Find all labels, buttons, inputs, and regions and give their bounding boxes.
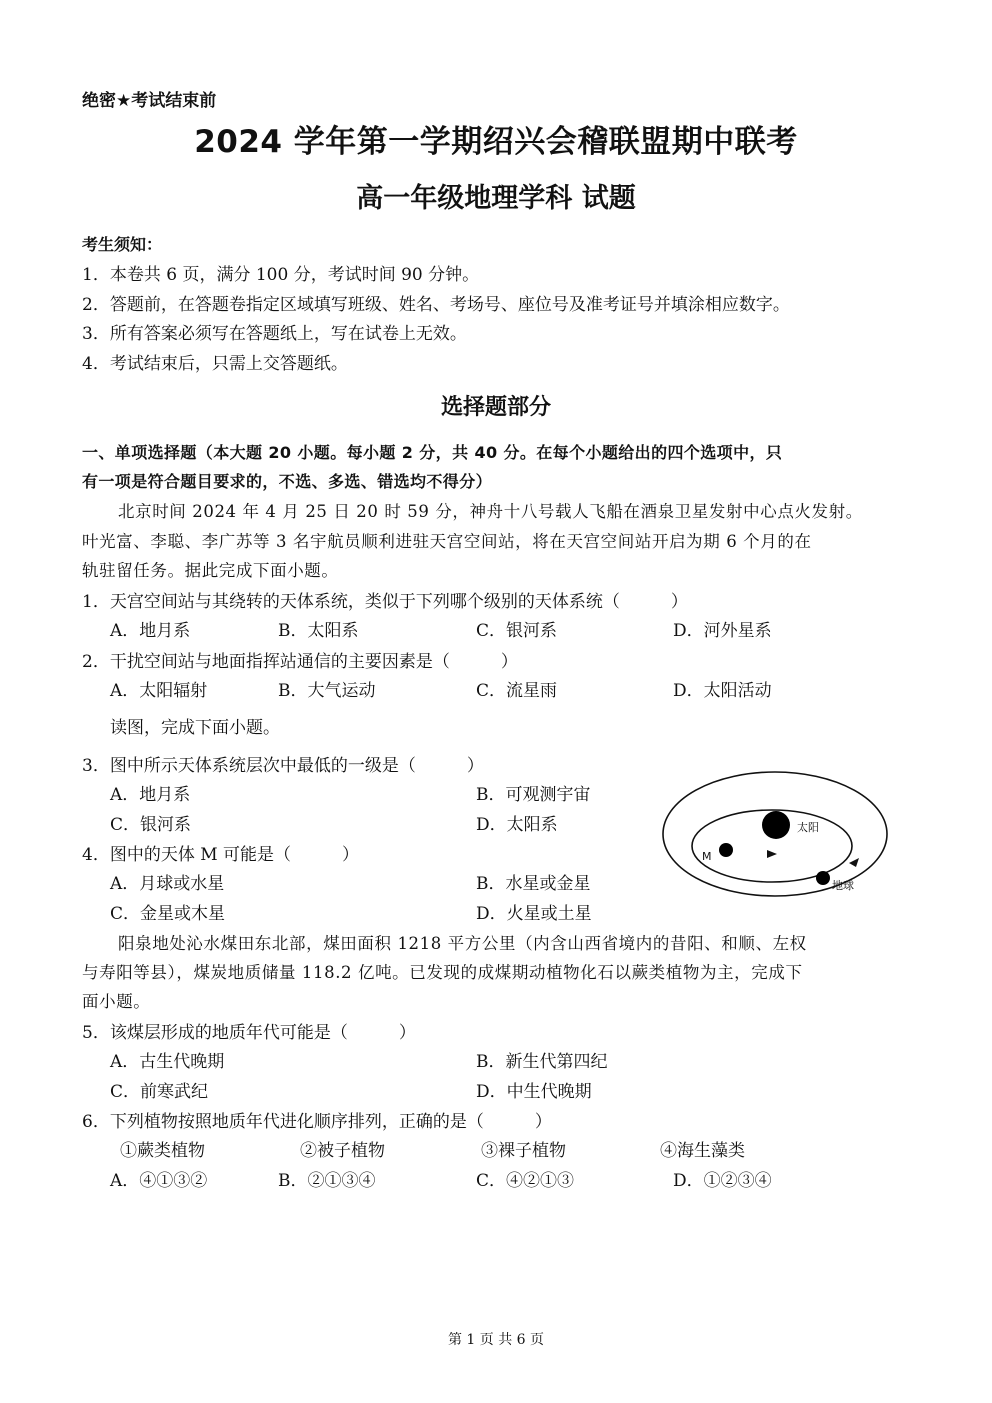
question-2-stem: 2．干扰空间站与地面指挥站通信的主要因素是（ ）	[82, 652, 518, 672]
q4-option-d: D．火星或土星	[476, 904, 592, 924]
q2-option-a: A．太阳辐射	[110, 681, 208, 701]
q6-option-b: B．②①③④	[278, 1171, 376, 1191]
passage-line: 叶光富、李聪、李广苏等 3 名宇航员顺利进驻天宫空间站，将在天宫空间站开启为期 6 个月的在	[82, 532, 812, 551]
q6-option-c: C．④②①③	[476, 1171, 575, 1191]
part-instructions-cont: 有一项是符合题目要求的，不选、多选、错选均不得分）	[82, 472, 493, 491]
q1-option-d: D．河外星系	[673, 621, 772, 641]
q4-option-c: C．金星或木星	[110, 904, 226, 924]
q6-item: ③裸子植物	[481, 1141, 566, 1161]
q2-option-b: B．大气运动	[278, 681, 376, 701]
notice-heading: 考生须知：	[82, 235, 163, 254]
inner-orbit-arrow	[767, 850, 777, 858]
page-number: 第 1 页 共 6 页	[447, 1332, 545, 1348]
q6-item: ④海生藻类	[660, 1141, 745, 1161]
m-label: M	[702, 850, 712, 863]
q3-option-d: D．太阳系	[476, 815, 558, 835]
q1-option-b: B．太阳系	[278, 621, 359, 641]
passage-line: 轨驻留任务。据此完成下面小题。	[82, 561, 339, 580]
section-heading: 选择题部分	[440, 395, 551, 420]
passage-line: 面小题。	[82, 992, 151, 1011]
planet-m	[719, 843, 733, 857]
earth	[816, 871, 830, 885]
notice-item: 1．本卷共 6 页，满分 100 分，考试时间 90 分钟。	[82, 265, 480, 285]
q6-item: ①蕨类植物	[120, 1141, 205, 1161]
q3-option-a: A．地月系	[110, 785, 191, 805]
q4-option-b: B．水星或金星	[476, 874, 591, 894]
passage-line: 北京时间 2024 年 4 月 25 日 20 时 59 分，神舟十八号载人飞船在酒泉卫星发射中心点火发射。	[118, 502, 863, 521]
q6-option-d: D．①②③④	[673, 1171, 772, 1191]
solar-system-diagram	[660, 768, 890, 900]
q2-option-c: C．流星雨	[476, 681, 558, 701]
outer-orbit-arrow	[849, 858, 859, 867]
q1-option-c: C．银河系	[476, 621, 558, 641]
question-5-stem: 5．该煤层形成的地质年代可能是（ ）	[82, 1023, 416, 1043]
notice-item: 4．考试结束后，只需上交答题纸。	[82, 354, 348, 374]
q5-option-d: D．中生代晚期	[476, 1082, 592, 1102]
q2-option-d: D．太阳活动	[673, 681, 772, 701]
question-3-stem: 3．图中所示天体系统层次中最低的一级是（ ）	[82, 756, 484, 776]
notice-item: 2．答题前，在答题卷指定区域填写班级、姓名、考场号、座位号及准考证号并填涂相应数字。	[82, 295, 790, 315]
q4-option-a: A．月球或水星	[110, 874, 225, 894]
notice-item: 3．所有答案必须写在答题纸上，写在试卷上无效。	[82, 324, 467, 344]
confidential-mark: 绝密★考试结束前	[82, 91, 217, 111]
q1-option-a: A．地月系	[110, 621, 191, 641]
q5-option-a: A．古生代晚期	[110, 1052, 225, 1072]
q5-option-c: C．前寒武纪	[110, 1082, 209, 1102]
q6-option-a: A．④①③②	[110, 1171, 208, 1191]
q3-option-b: B．可观测宇宙	[476, 785, 591, 805]
q6-item: ②被子植物	[300, 1141, 385, 1161]
q5-option-b: B．新生代第四纪	[476, 1052, 608, 1072]
question-4-stem: 4．图中的天体 M 可能是（ ）	[82, 845, 360, 865]
sun-label: 太阳	[797, 821, 819, 834]
exam-subtitle: 高一年级地理学科 试题	[356, 183, 636, 214]
read-figure-instruction: 读图，完成下面小题。	[110, 718, 280, 738]
earth-label: 地球	[832, 879, 854, 892]
question-6-stem: 6．下列植物按照地质年代进化顺序排列，正确的是（ ）	[82, 1112, 552, 1132]
q3-option-c: C．银河系	[110, 815, 192, 835]
passage-line: 阳泉地处沁水煤田东北部，煤田面积 1218 平方公里（内含山西省境内的昔阳、和顺、左权	[118, 934, 807, 953]
exam-title: 2024 学年第一学期绍兴会稽联盟期中联考	[194, 124, 798, 160]
passage-line: 与寿阳等县），煤炭地质储量 118.2 亿吨。已发现的成煤期动植物化石以蕨类植物为主，完成下	[82, 963, 803, 982]
question-1-stem: 1．天宫空间站与其绕转的天体系统，类似于下列哪个级别的天体系统（ ）	[82, 592, 688, 612]
sun	[762, 811, 790, 839]
part-instructions: 一、单项选择题（本大题 20 小题。每小题 2 分，共 40 分。在每个小题给出的四个选项中，只	[82, 443, 783, 462]
